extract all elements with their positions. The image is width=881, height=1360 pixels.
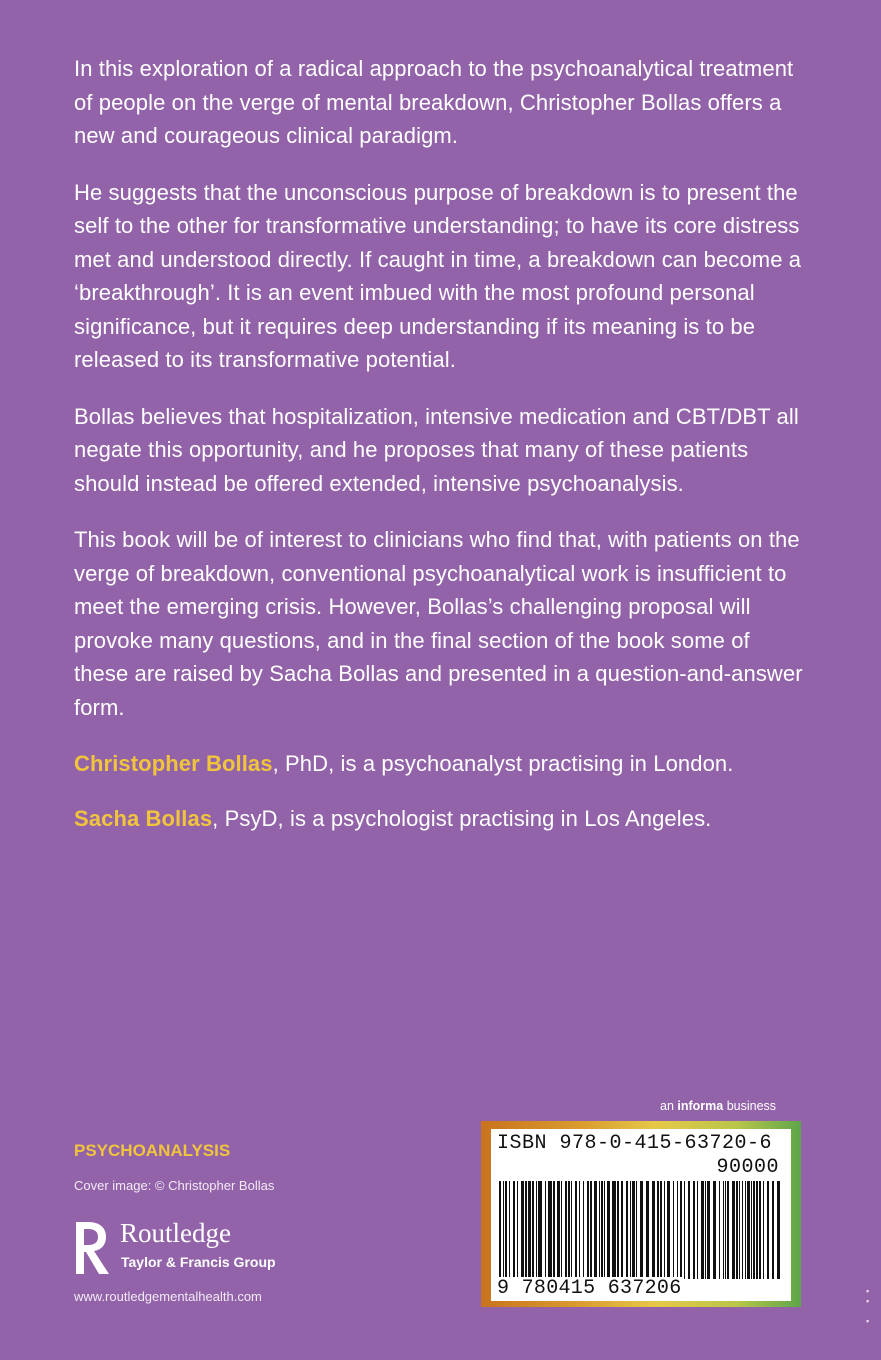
blurb-paragraph-4: This book will be of interest to clinicians who find that, with patients on the verge of breakdown, conventional psychoanalytical work is insufficient to meet the emerging crisis. However, Bollas’s challenging proposal will provoke many questions, and in the final section of the book some of these are raised by Sacha Bollas and presented in a question-and-answer form. (74, 527, 803, 720)
barcode-bar (607, 1181, 610, 1279)
barcode-bar (725, 1181, 726, 1279)
barcode-bar (553, 1181, 555, 1279)
barcode-bar (777, 1181, 780, 1279)
barcode-bar (538, 1181, 542, 1279)
barcode-bar (571, 1181, 572, 1279)
barcode-bar (568, 1181, 570, 1279)
routledge-r-icon (70, 1216, 114, 1278)
barcode-bar (575, 1181, 577, 1279)
barcode-bar (736, 1181, 738, 1279)
barcode-bar (532, 1181, 534, 1279)
publisher-group: Taylor & Francis Group (121, 1254, 276, 1270)
barcode-bar (705, 1181, 706, 1279)
barcode-bar (509, 1181, 510, 1279)
barcode-bar (677, 1181, 678, 1279)
author-name-2: Sacha Bollas (74, 805, 213, 831)
barcode-bar (688, 1181, 690, 1279)
barcode-bars (497, 1181, 785, 1279)
barcode-bar (693, 1181, 695, 1279)
author-bio-1 (74, 747, 804, 781)
barcode-bar (657, 1181, 659, 1279)
barcode-bar (680, 1181, 682, 1279)
barcode-bar (664, 1181, 665, 1279)
barcode-number: 9 780415 637206 (497, 1277, 682, 1300)
publisher-name: Routledge (120, 1218, 231, 1248)
informa-suffix: business (726, 1099, 777, 1113)
barcode-bar (753, 1181, 755, 1279)
barcode-bar (626, 1181, 628, 1279)
barcode-bar (742, 1181, 743, 1279)
barcode-bar (599, 1181, 600, 1279)
author-name-1: Christopher Bollas (74, 751, 273, 776)
barcode-bar (772, 1181, 774, 1279)
spine-edge-mark: ▪ ▪ ▪ (866, 1286, 870, 1326)
publisher-website: www.routledgementalhealth.com (74, 1289, 262, 1304)
category-label: PSYCHOANALYSIS (74, 1141, 231, 1160)
barcode-bar (767, 1181, 769, 1279)
barcode-bar (561, 1181, 562, 1279)
barcode-bar (745, 1181, 746, 1279)
barcode-bar (673, 1181, 674, 1279)
barcode-bar (513, 1181, 515, 1279)
barcode-bar (759, 1181, 761, 1279)
barcode-bar (723, 1181, 724, 1279)
barcode-bar (525, 1181, 527, 1279)
barcode-bar (707, 1181, 710, 1279)
barcode-bar (640, 1181, 643, 1279)
barcode-bar (646, 1181, 649, 1279)
author-bio-text-2: , PsyD, is a psychologist practising in Los Angeles. (212, 805, 712, 831)
barcode-bar (756, 1181, 758, 1279)
barcode-bar (579, 1181, 580, 1279)
barcode-bar (548, 1181, 552, 1279)
barcode-bar (630, 1181, 631, 1279)
barcode-bar (594, 1181, 597, 1279)
barcode-bar (763, 1181, 764, 1279)
author-bio-2 (74, 802, 804, 836)
barcode-label (491, 1129, 791, 1301)
back-cover-blurb (74, 52, 804, 856)
isbn-text: ISBN 978-0-415-63720-6 (497, 1132, 773, 1155)
barcode-bar (521, 1181, 524, 1279)
barcode-bar (612, 1181, 616, 1279)
barcode-bar (536, 1181, 537, 1279)
barcode-bar (590, 1181, 592, 1279)
informa-tagline (660, 1099, 776, 1113)
barcode-bar (747, 1181, 750, 1279)
barcode-bar (517, 1181, 518, 1279)
barcode-bar (667, 1181, 670, 1279)
barcode-bar (636, 1181, 637, 1279)
routledge-logo (70, 1216, 290, 1280)
barcode-bar (503, 1181, 504, 1279)
informa-brand: informa (677, 1099, 724, 1113)
barcode-bar (587, 1181, 589, 1279)
barcode-bar (701, 1181, 704, 1279)
barcode-bar (697, 1181, 698, 1279)
routledge-mark-text: ROUTLEDGE (70, 1241, 76, 1276)
barcode-bar (505, 1181, 507, 1279)
barcode-bar (751, 1181, 752, 1279)
barcode-bar (565, 1181, 567, 1279)
cover-credit: Cover image: © Christopher Bollas (74, 1178, 275, 1193)
barcode-bar (557, 1181, 560, 1279)
barcode-bar (545, 1181, 546, 1279)
price-addon-text: 90000 (716, 1156, 779, 1179)
barcode-bar (601, 1181, 603, 1279)
barcode-bar (739, 1181, 740, 1279)
barcode-bar (713, 1181, 716, 1279)
barcode-bar (604, 1181, 605, 1279)
barcode-bar (528, 1181, 531, 1279)
barcode-bar (621, 1181, 623, 1279)
barcode-bar (632, 1181, 635, 1279)
barcode-bar (727, 1181, 729, 1279)
barcode-bar (719, 1181, 720, 1279)
barcode-bar (499, 1181, 501, 1279)
barcode-bar (684, 1181, 685, 1279)
blurb-paragraph-1: In this exploration of a radical approach to the psychoanalytical treatment of people on the verge of mental breakdown, Christopher Bollas offers a new and courageous clinical paradigm. (74, 56, 794, 148)
barcode-bar (583, 1181, 584, 1279)
author-bio-text-1: , PhD, is a psychoanalyst practising in London. (272, 751, 734, 776)
barcode-bar (652, 1181, 655, 1279)
blurb-paragraph-2: He suggests that the unconscious purpose of breakdown is to present the self to the other for transformative understanding; to have its core distress met and understood directly. If caught in time, a breakdown can become a ‘breakthrough’. It is an event imbued with the most profound personal significance, but it requires deep understanding if its meaning is to be released to its transformative potential. (74, 179, 802, 372)
blurb-paragraph-3: Bollas believes that hospitalization, intensive medication and CBT/DBT all negate this opportunity, and he proposes that many of these patients should instead be offered extended, intensive psychoanalysis. (74, 403, 799, 496)
barcode-bar (732, 1181, 735, 1279)
informa-prefix: an (660, 1099, 674, 1113)
barcode-bar (617, 1181, 619, 1279)
barcode-bar (660, 1181, 662, 1279)
barcode-panel (481, 1121, 801, 1307)
